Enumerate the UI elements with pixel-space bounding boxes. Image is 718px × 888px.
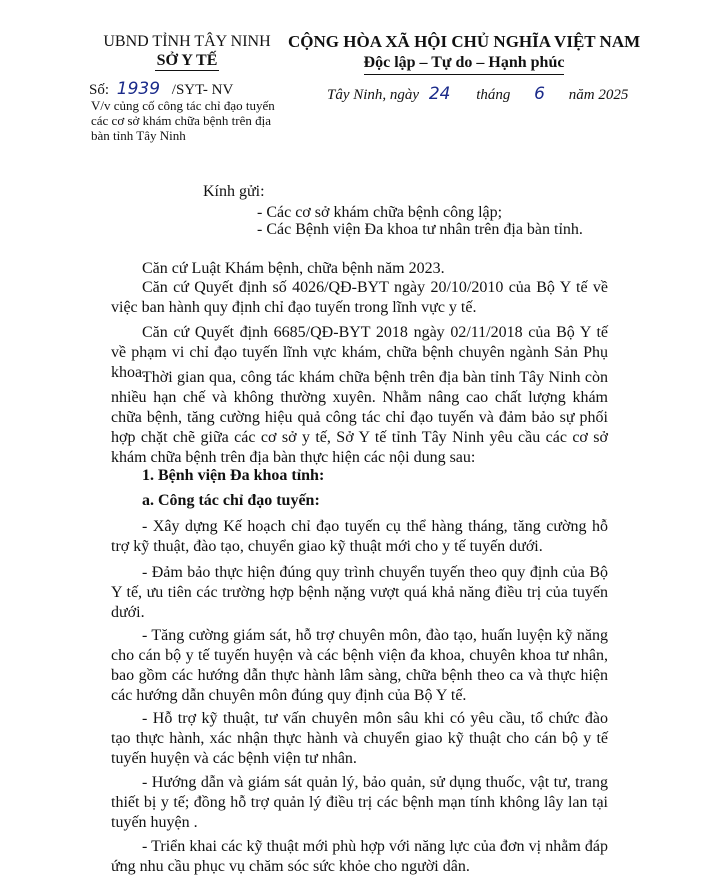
context-paragraph: Thời gian qua, công tác khám chữa bệnh trên địa bàn tỉnh Tây Ninh còn nhiều hạn chế và không thường xuyên. Nhằm nâng cao chất lượng khám chữa bệnh, tăng cường hiệu quả công tác chỉ đạo tuyến và đảm bảo sự phối hợp chặt chẽ giữa các cơ sở y tế, Sở Y tế tỉnh Tây Ninh yêu cầu các cơ sở khám chữa bệnh trên địa bàn thực hiện các nội dung sau: — [111, 369, 608, 466]
national-heading — [288, 32, 640, 75]
date-month-label: tháng — [476, 87, 511, 103]
document-number — [89, 79, 233, 99]
document-subject: V/v củng cố công tác chỉ đạo tuyến các cơ sở khám chữa bệnh trên địa bàn tỉnh Tây Ninh — [91, 98, 275, 143]
recipient-item: - Các Bệnh viện Đa khoa tư nhân trên địa bàn tỉnh. — [257, 221, 583, 238]
nation-name: CỘNG HÒA XÃ HỘI CHỦ NGHĨA VIỆT NAM — [288, 32, 641, 51]
national-motto: Độc lập – Tự do – Hạnh phúc — [364, 53, 565, 75]
issuing-authority — [94, 32, 280, 71]
recipient-item: - Các cơ sở khám chữa bệnh công lập; — [257, 204, 503, 221]
bullet-paragraph: - Đảm bảo thực hiện đúng quy trình chuyển tuyến theo quy định của Bộ Y tế, ưu tiên các trường hợp bệnh nặng vượt quá khả năng điều trị của tuyến dưới. — [111, 564, 608, 621]
subsection-heading: a. Công tác chỉ đạo tuyến: — [142, 492, 320, 509]
document-number-handwritten: 1939 — [116, 79, 161, 99]
agency-name: UBND TỈNH TÂY NINH — [103, 33, 271, 50]
bullet-paragraph: - Hỗ trợ kỹ thuật, tư vấn chuyên môn sâu khi có yêu cầu, tổ chức đào tạo thực hành, xác nhận thực hành và chuyển giao kỹ thuật cho cán bộ y tế tuyến huyện và các bệnh viện tư nhân. — [111, 710, 608, 767]
bullet-paragraph: - Tăng cường giám sát, hỗ trợ chuyên môn, đào tạo, huấn luyện kỹ năng cho cán bộ y tế tuyến huyện và các bệnh viện đa khoa, chuyên khoa tư nhân, bao gồm các hướng dẫn thực hành lâm sàng, chữa bệnh theo ca và thực hiện các hướng dẫn chuyên môn đúng quy định của Bộ Y tế. — [111, 627, 608, 704]
section-heading: 1. Bệnh viện Đa khoa tỉnh: — [142, 467, 325, 484]
document-number-suffix: /SYT- NV — [171, 82, 234, 98]
date-line — [327, 84, 628, 104]
bullet-paragraph: - Hướng dẫn và giám sát quản lý, bảo quản, sử dụng thuốc, vật tư, trang thiết bị y tế; đồng hỗ trợ quản lý điều trị các bệnh mạn tính không lây lan tại tuyến huyện . — [111, 774, 608, 831]
date-month: 6 — [534, 84, 545, 104]
legal-basis-paragraph: Căn cứ Quyết định 6685/QĐ-BYT 2018 ngày 02/11/2018 của Bộ Y tế về phạm vi chỉ đạo tuyến lĩnh vực khám, chữa bệnh chuyên ngành Sản Phụ khoa. — [111, 324, 608, 381]
document-number-prefix: Số: — [89, 82, 110, 98]
bullet-paragraph: - Triển khai các kỹ thuật mới phù hợp với năng lực của đơn vị nhằm đáp ứng nhu cầu phục vụ chăm sóc sức khỏe cho người dân. — [111, 838, 608, 875]
department-name: SỞ Y TẾ — [156, 52, 218, 69]
legal-basis-paragraph: Căn cứ Luật Khám bệnh, chữa bệnh năm 2023. — [142, 260, 445, 277]
bullet-paragraph: - Xây dựng Kế hoạch chỉ đạo tuyến cụ thể hàng tháng, tăng cường hỗ trợ kỹ thuật, đào tạo, chuyển giao kỹ thuật mới cho y tế tuyến dưới. — [111, 518, 608, 555]
date-year: năm 2025 — [568, 87, 629, 103]
legal-basis-paragraph: Căn cứ Quyết định số 4026/QĐ-BYT ngày 20/10/2010 của Bộ Y tế về việc ban hành quy định chỉ đạo tuyến trong lĩnh vực y tế. — [111, 279, 608, 316]
recipients-label: Kính gửi: — [203, 183, 265, 200]
date-place: Tây Ninh, ngày — [327, 87, 420, 103]
date-day: 24 — [428, 84, 451, 104]
